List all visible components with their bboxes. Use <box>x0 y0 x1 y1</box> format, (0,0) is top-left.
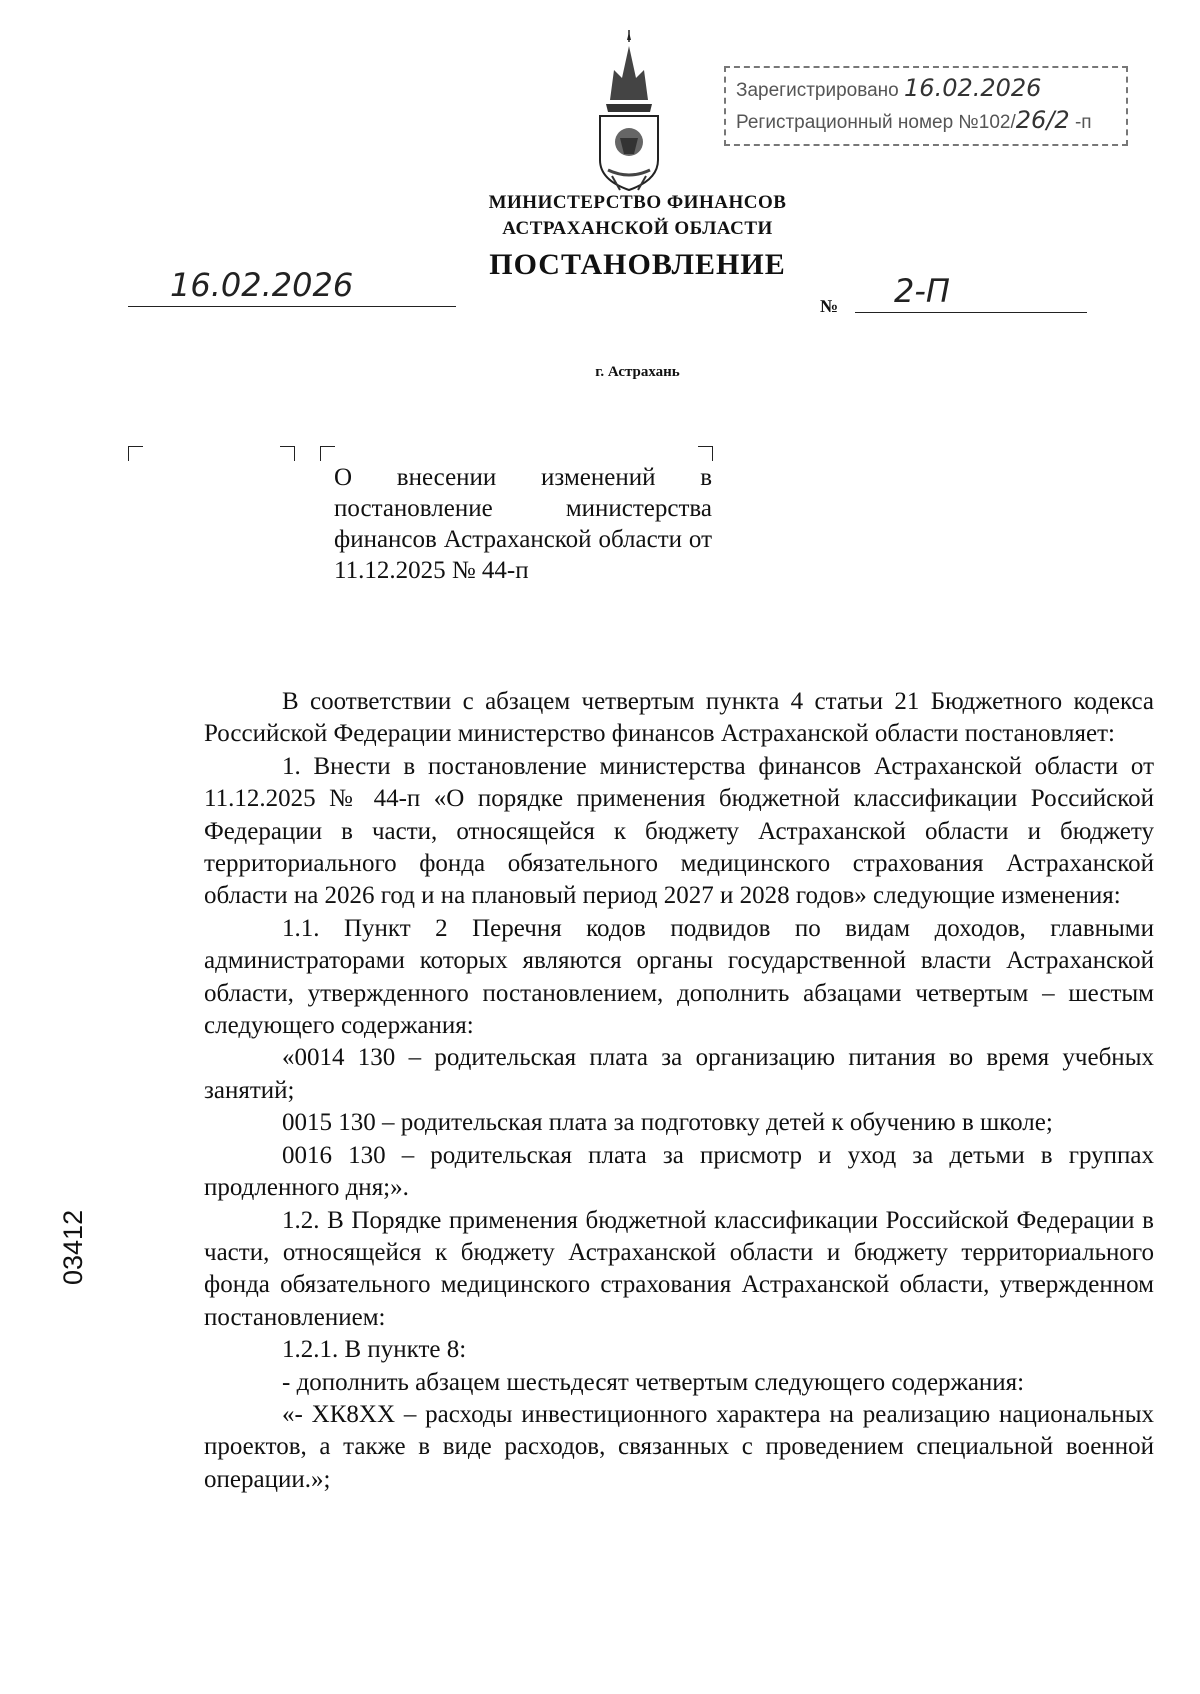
corner-mark-top-right <box>280 446 295 461</box>
corner-mark-subject-left <box>320 446 335 461</box>
city-name: г. Астрахань <box>595 364 680 380</box>
registered-date-handwritten: 16.02.2026 <box>904 74 1042 102</box>
document-type-title: ПОСТАНОВЛЕНИЕ <box>489 248 786 281</box>
number-sign: № <box>820 296 839 316</box>
body-paragraph-1: 1. Внести в постановление министерства финансов Астраханской области от 11.12.2025 № 44-п «О порядке применения бюджетной классификации Российской Федерации в части, относящейся к бюджету Астраханской области и бюджету территориального фонда обязательного медицинского страхования Астраханской области на 2026 год и на плановый период 2027 и 2028 годов» следующие изменения: <box>204 752 1154 910</box>
corner-mark-top-left <box>128 446 143 461</box>
number-underline <box>855 312 1087 313</box>
side-serial-number: 03412 <box>58 1209 88 1285</box>
ministry-name-line2: АСТРАХАНСКОЙ ОБЛАСТИ <box>502 218 773 239</box>
corner-mark-subject-right <box>698 446 713 461</box>
body-paragraph-xk8xx: «- ХК8ХХ – расходы инвестиционного характера на реализацию национальных проектов, а также в виде расходов, связанных с проведением специальной военной операции.»; <box>204 1400 1154 1493</box>
document-number-handwritten: 2-П <box>894 272 950 310</box>
body-paragraph-code-0016: 0016 130 – родительская плата за присмотр и уход за детьми в группах продленного дня;». <box>204 1141 1154 1202</box>
date-underline <box>128 306 456 307</box>
document-body <box>204 686 1154 1496</box>
body-paragraph-preamble: В соответствии с абзацем четвертым пункта 4 статьи 21 Бюджетного кодекса Российской Федерации министерство финансов Астраханской области постановляет: <box>204 688 1154 748</box>
coat-of-arms-emblem <box>590 30 668 202</box>
body-paragraph-add-abzac: - дополнить абзацем шестьдесят четвертым следующего содержания: <box>282 1368 1025 1396</box>
registration-stamp <box>724 66 1128 146</box>
subject-text: О внесении изменений в постановление министерства финансов Астраханской области от 11.12.2025 № 44-п <box>334 464 712 584</box>
reg-number-label: Регистрационный номер №102/ <box>736 112 1016 133</box>
registered-label: Зарегистрировано <box>736 80 899 101</box>
body-paragraph-1-2: 1.2. В Порядке применения бюджетной классификации Российской Федерации в части, относящейся к бюджету Астраханской области и бюджету территориального фонда обязательного медицинского страхования Астраханской области, утвержденном постановлением: <box>204 1206 1154 1331</box>
body-paragraph-code-0014: «0014 130 – родительская плата за организацию питания во время учебных занятий; <box>204 1044 1154 1104</box>
document-subject <box>334 462 712 586</box>
body-paragraph-1-1: 1.1. Пункт 2 Перечня кодов подвидов по видам доходов, главными администраторами которых являются органы государственной власти Астраханской области, утвержденного постановлением, дополнить абзацами четвертым – шестым следующего содержания: <box>204 914 1154 1040</box>
document-date-handwritten: 16.02.2026 <box>170 266 354 304</box>
body-paragraph-1-2-1: 1.2.1. В пункте 8: <box>282 1336 467 1364</box>
reg-number-suffix: -п <box>1074 112 1092 133</box>
body-paragraph-code-0015: 0015 130 – родительская плата за подготовку детей к обучению в школе; <box>282 1109 1053 1137</box>
reg-number-handwritten: 26/2 <box>1015 106 1070 134</box>
ministry-name-line1: МИНИСТЕРСТВО ФИНАНСОВ <box>488 192 787 213</box>
